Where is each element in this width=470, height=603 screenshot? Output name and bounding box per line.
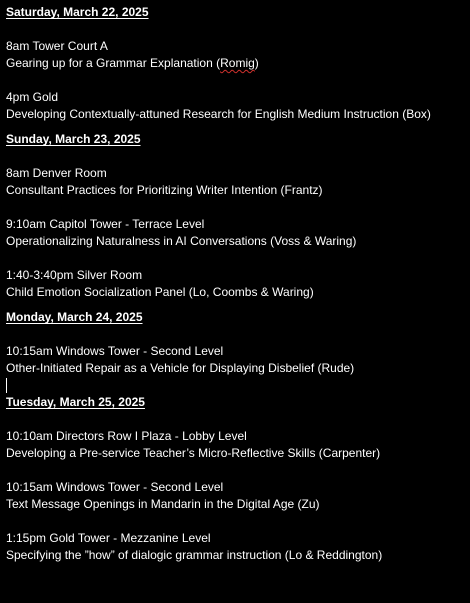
session-title: Developing a Pre-service Teacher’s Micro-Reflective Skills (Carpenter) (6, 446, 381, 460)
spellcheck-flagged-word: Romig (220, 56, 255, 70)
session-item (6, 165, 466, 199)
session-time-place: 10:15am Windows Tower - Second Level (6, 480, 224, 494)
session-item (6, 428, 466, 462)
session-title: Other-Initiated Repair as a Vehicle for Displaying Disbelief (Rude) (6, 361, 355, 375)
session-item (6, 267, 466, 301)
session-time-place: 8am Tower Court A (6, 39, 108, 53)
session-title: Operationalizing Naturalness in AI Conversations (Voss & Waring) (6, 234, 357, 248)
session-time-place: 8am Denver Room (6, 166, 107, 180)
session-item (6, 479, 466, 513)
session-item (6, 530, 466, 564)
session-item (6, 38, 466, 72)
session-title: Child Emotion Socialization Panel (Lo, Coombs & Waring) (6, 285, 314, 299)
session-time-place: 10:10am Directors Row I Plaza - Lobby Level (6, 429, 247, 443)
day-heading-tuesday: Tuesday, March 25, 2025 (6, 395, 145, 409)
session-item (6, 343, 466, 377)
session-time-place: 9:10am Capitol Tower - Terrace Level (6, 217, 205, 231)
day-heading-saturday: Saturday, March 22, 2025 (6, 5, 149, 19)
session-title: Specifying the ”how” of dialogic grammar instruction (Lo & Reddington) (6, 548, 383, 562)
session-title: Text Message Openings in Mandarin in the Digital Age (Zu) (6, 497, 320, 511)
session-item (6, 216, 466, 250)
session-time-place: 1:15pm Gold Tower - Mezzanine Level (6, 531, 211, 545)
session-item (6, 89, 466, 123)
text-caret (6, 378, 7, 393)
session-time-place: 1:40-3:40pm Silver Room (6, 268, 143, 282)
document-page[interactable] (6, 4, 466, 564)
session-title: Developing Contextually-attuned Research for English Medium Instruction (Box) (6, 107, 431, 121)
day-heading-monday: Monday, March 24, 2025 (6, 310, 143, 324)
text-cursor-line[interactable] (6, 377, 466, 394)
session-time-place: 10:15am Windows Tower - Second Level (6, 344, 224, 358)
session-title: Consultant Practices for Prioritizing Writer Intention (Frantz) (6, 183, 323, 197)
day-heading-sunday: Sunday, March 23, 2025 (6, 132, 141, 146)
session-title: Gearing up for a Grammar Explanation (Romig) (6, 56, 259, 70)
session-time-place: 4pm Gold (6, 90, 59, 104)
